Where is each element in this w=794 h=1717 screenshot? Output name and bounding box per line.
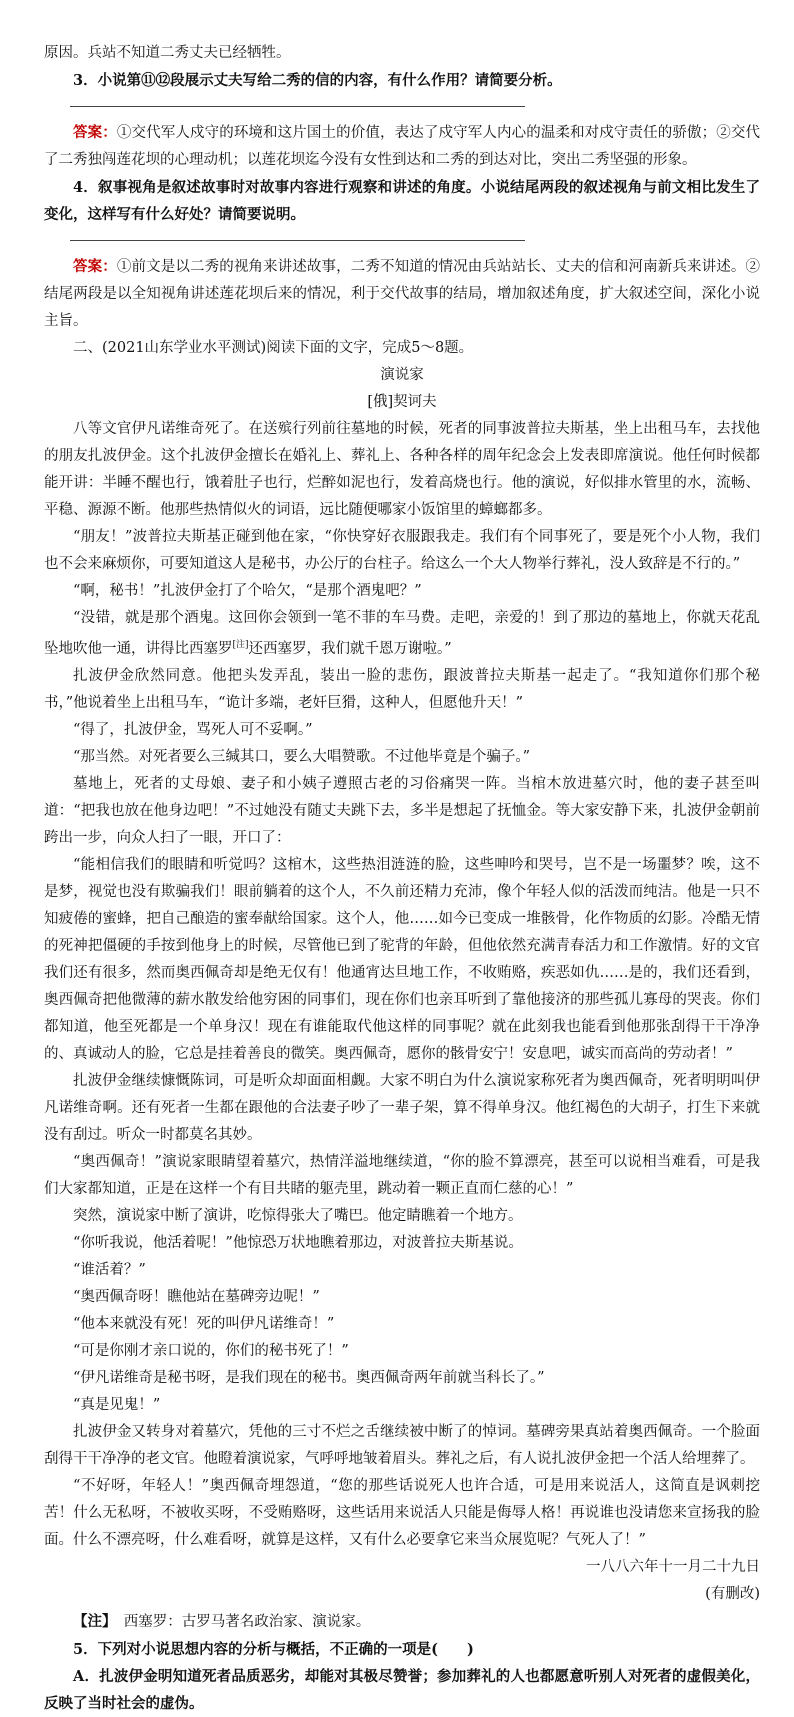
story-title: 演说家	[380, 367, 424, 383]
story-paragraph: “奥西佩奇！”演说家眼睛望着墓穴，热情洋溢地继续道，“你的脸不算漂亮，甚至可以说相当难看，可是我们大家都知道，正是在这样一个有目共睹的躯壳里，跳动着一颗正直而仁慈的心！”	[44, 1153, 760, 1197]
story-paragraph: “真是见鬼！”	[73, 1396, 161, 1413]
note-marker: [注]	[232, 640, 249, 650]
answer-3-text: ①交代军人戍守的环境和这片国土的价值，表达了戍守军人内心的温柔和对戍守责任的骄傲；②交代了二秀独闯莲花坝的心理动机；以莲花坝迄今没有女性到达和二秀的到达对比，突出二秀坚强的形象。	[44, 125, 760, 168]
story-paragraph: 突然，演说家中断了演讲，吃惊得张大了嘴巴。他定睛瞧着一个地方。	[73, 1207, 523, 1224]
story-paragraph: “不好呀，年轻人！”奥西佩奇埋怨道，“您的那些话说死人也许合适，可是用来说活人，这简直是讽刺挖苦！什么无私呀，不被收买呀，不受贿赂呀，这些话用来说活人只能是侮辱人格！再说谁也没请您来宣扬我的脸面。什么不漂亮呀，什么难看呀，就算是这样，又有什么必要拿它来当众展览呢？气死人了！”	[44, 1477, 760, 1548]
footnote	[44, 1608, 760, 1636]
story-paragraph: “奥西佩奇呀！瞧他站在墓碑旁边呢！”	[73, 1288, 320, 1305]
edited-note: (有删改)	[705, 1585, 760, 1602]
story-paragraph: “可是你刚才亲口说的，你们的秘书死了！”	[73, 1342, 349, 1359]
story-paragraph: “谁活着？”	[73, 1261, 146, 1278]
question-3: 3．小说第⑪⑫段展示丈夫写给二秀的信的内容，有什么作用？请简要分析。	[73, 72, 562, 89]
story-paragraph: “啊，秘书！”扎波伊金打了个哈欠，“是那个酒鬼吧？”	[73, 583, 422, 599]
story-paragraph-tail: 还西塞罗，我们就千恩万谢啦。”	[248, 640, 452, 657]
story-date: 一八八六年十一月二十九日	[586, 1558, 760, 1575]
document-page	[44, 40, 760, 1717]
section-2-heading: 二、(2021山东学业水平测试)阅读下面的文字，完成5～8题。	[73, 340, 474, 356]
footnote-label: 【注】	[73, 1612, 110, 1630]
story-paragraph: “能相信我们的眼睛和听觉吗？这棺木，这些热泪涟涟的脸，这些呻吟和哭号，岂不是一场噩梦？唉，这不是梦，视觉也没有欺骗我们！眼前躺着的这个人，不久前还精力充沛，像个年轻人似的活泼而纯洁。他是一只不知疲倦的蜜蜂，把自己酿造的蜜奉献给国家。这个人，他……如今已变成一堆骸骨，化作物质的幻影。冷酷无情的死神把僵硬的手按到他身上的时候，尽管他已到了驼背的年龄，但他依然充满青春活力和工作激情。好的文官我们还有很多，然而奥西佩奇却是绝无仅有！他通宵达旦地工作，不收贿赂，疾恶如仇……是的，我们还看到，奥西佩奇把他微薄的薪水散发给他穷困的同事们，现在你们也亲耳听到了靠他接济的那些孤儿寡母的哭丧。你们都知道，他至死都是一个单身汉！现在有谁能取代他这样的同事呢？就在此刻我也能看到他那张刮得干干净净的、真诚动人的脸，它总是挂着善良的微笑。奥西佩奇，愿你的骸骨安宁！安息吧，诚实而高尚的劳动者！”	[44, 856, 760, 1062]
story-paragraph: “伊凡诺维奇是秘书呀，是我们现在的秘书。奥西佩奇两年前就当科长了。”	[73, 1369, 545, 1386]
story-paragraph: “那当然。对死者要么三缄其口，要么大唱赞歌。不过他毕竟是个骗子。”	[73, 748, 531, 765]
story-paragraph: “他本来就没有死！死的叫伊凡诺维奇！”	[73, 1315, 335, 1332]
answer-label: 答案：	[73, 258, 117, 275]
answer-label: 答案：	[73, 124, 117, 141]
question-4: 4．叙事视角是叙述故事时对故事内容进行观察和讲述的角度。小说结尾两段的叙述视角与前文相比发生了变化，这样写有什么好处？请简要说明。	[44, 179, 760, 223]
story-paragraph: 八等文官伊凡诺维奇死了。在送殡行列前往墓地的时候，死者的同事波普拉夫斯基，坐上出租马车，去找他的朋友扎波伊金。这个扎波伊金擅长在婚礼上、葬礼上、各种各样的周年纪念会上发表即席演说。他任何时候都能开讲：半睡不醒也行，饿着肚子也行，烂醉如泥也行，发着高烧也行。他的演说，好似排水管里的水，流畅、平稳、源源不断。他那些热情似火的词语，远比随便哪家小饭馆里的蟑螂都多。	[44, 421, 760, 518]
top-line: 原因。兵站不知道二秀丈夫已经牺牲。	[44, 45, 291, 61]
option-a: A．扎波伊金明知道死者品质恶劣，却能对其极尽赞誉；参加葬礼的人也都愿意听别人对死者的虚假美化，反映了当时社会的虚伪。	[44, 1667, 760, 1712]
story-paragraph: 墓地上，死者的丈母娘、妻子和小姨子遵照古老的习俗痛哭一阵。当棺木放进墓穴时，他的妻子甚至叫道：“把我也放在他身边吧！”不过她没有随丈夫跳下去，多半是想起了抚恤金。等大家安静下来，扎波伊金朝前跨出一步，向众人扫了一眼，开口了：	[44, 775, 760, 846]
story-author: [俄]契诃夫	[367, 394, 437, 410]
story-paragraph: 扎波伊金又转身对着墓穴，凭他的三寸不烂之舌继续被中断了的悼词。墓碑旁果真站着奥西佩奇。一个脸面刮得干干净净的老文官。他瞪着演说家，气呼呼地皱着眉头。葬礼之后，有人说扎波伊金把一个活人给埋葬了。	[44, 1423, 760, 1467]
answer-4-text: ①前文是以二秀的视角来讲述故事，二秀不知道的情况由兵站站长、丈夫的信和河南新兵来讲述。②结尾两段是以全知视角讲述莲花坝后来的情况，利于交代故事的结局，增加叙述角度，扩大叙述空间，深化小说主旨。	[44, 259, 760, 329]
answer-3	[44, 119, 760, 174]
story-paragraph: 扎波伊金欣然同意。他把头发弄乱，装出一脸的悲伤，跟波普拉夫斯基一起走了。“我知道你们那个秘书，”他说着坐上出租马车，“诡计多端，老奸巨猾，这种人，但愿他升天！”	[44, 667, 760, 711]
question-5: 5．下列对小说思想内容的分析与概括，不正确的一项是( )	[73, 1640, 474, 1658]
story-paragraph-text: “没错，就是那个酒鬼。这回你会领到一笔不菲的车马费。走吧，亲爱的！到了那边的墓地上，你就天花乱坠地吹他一通，讲得比西塞罗	[44, 610, 760, 657]
story-paragraph: “得了，扎波伊金，骂死人可不妥啊。”	[73, 721, 313, 738]
story-paragraph: 扎波伊金继续慷慨陈词，可是听众却面面相觑。大家不明白为什么演说家称死者为奥西佩奇，死者明明叫伊凡诺维奇啊。还有死者一生都在跟他的合法妻子吵了一辈子架，算不得单身汉。他红褐色的大胡子，打生下来就没有刮过。听众一时都莫名其妙。	[44, 1072, 760, 1143]
story-paragraph: “朋友！”波普拉夫斯基正碰到他在家，“你快穿好衣服跟我走。我们有个同事死了，要是死个小人物，我们也不会来麻烦你，可要知道这人是秘书，办公厅的台柱子。给这么一个大人物举行葬礼，没人致辞是不行的。”	[44, 529, 760, 572]
story-paragraph: “你听我说，他活着呢！”他惊恐万状地瞧着那边，对波普拉夫斯基说。	[73, 1234, 523, 1251]
footnote-text: 西塞罗：古罗马著名政治家、演说家。	[109, 1613, 371, 1630]
answer-4	[44, 253, 760, 335]
story-paragraph	[44, 605, 760, 663]
